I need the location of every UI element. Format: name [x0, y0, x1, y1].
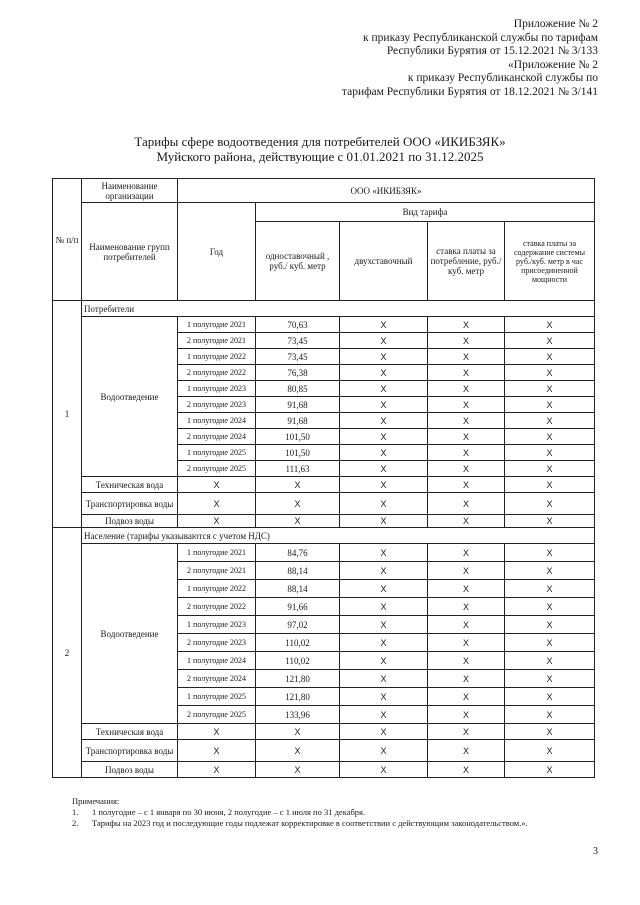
- rate-cell: X: [256, 477, 340, 493]
- double-rate-cell: X: [340, 634, 428, 652]
- rate-cell: X: [428, 515, 505, 528]
- period-cell: X: [178, 477, 256, 493]
- header-line: к приказу Республиканской службы по: [407, 72, 598, 84]
- appendix-header: [342, 18, 598, 99]
- section-heading-row: [53, 528, 595, 544]
- consumption-rate-cell: X: [428, 544, 505, 562]
- consumption-rate-cell: X: [428, 381, 505, 397]
- period-cell: 2 полугодие 2024: [178, 429, 256, 445]
- consumption-rate-cell: X: [428, 413, 505, 429]
- period-cell: X: [178, 724, 256, 740]
- period-cell: X: [178, 493, 256, 515]
- rate-cell: X: [505, 762, 595, 778]
- section-heading: Потребители: [82, 301, 595, 317]
- single-rate-cell: 88,14: [256, 562, 340, 580]
- single-rate-cell: 80,85: [256, 381, 340, 397]
- document-title: [0, 134, 640, 164]
- period-cell: 2 полугодие 2023: [178, 397, 256, 413]
- period-cell: 2 полугодие 2021: [178, 333, 256, 349]
- service-name: Транспортировка воды: [82, 493, 178, 515]
- col-header-double: двухставочный: [340, 222, 428, 301]
- single-rate-cell: 110,02: [256, 652, 340, 670]
- double-rate-cell: X: [340, 598, 428, 616]
- rate-cell: X: [428, 724, 505, 740]
- capacity-rate-cell: X: [505, 544, 595, 562]
- note-text: Тарифы на 2023 год и последующие годы подлежат корректировке в соответствии с действующим законодательством.».: [92, 818, 528, 828]
- period-cell: 2 полугодие 2022: [178, 598, 256, 616]
- col-header-single: одноставочный , руб./ куб. метр: [256, 222, 340, 301]
- table-row: [53, 544, 595, 562]
- period-cell: 1 полугодие 2025: [178, 688, 256, 706]
- capacity-rate-cell: X: [505, 706, 595, 724]
- double-rate-cell: X: [340, 397, 428, 413]
- consumption-rate-cell: X: [428, 688, 505, 706]
- period-cell: 2 полугодие 2025: [178, 706, 256, 724]
- capacity-rate-cell: X: [505, 349, 595, 365]
- note-text: 1 полугодие – с 1 января по 30 июня, 2 полугодие – с 1 июля по 31 декабря.: [92, 807, 366, 817]
- single-rate-cell: 101,50: [256, 445, 340, 461]
- double-rate-cell: X: [340, 381, 428, 397]
- header-line: Приложение № 2: [513, 18, 598, 30]
- rate-cell: X: [340, 724, 428, 740]
- period-cell: 1 полугодие 2024: [178, 652, 256, 670]
- table-row: [53, 317, 595, 333]
- double-rate-cell: X: [340, 544, 428, 562]
- section-heading-row: [53, 301, 595, 317]
- capacity-rate-cell: X: [505, 317, 595, 333]
- capacity-rate-cell: X: [505, 652, 595, 670]
- double-rate-cell: X: [340, 461, 428, 477]
- period-cell: 1 полугодие 2022: [178, 580, 256, 598]
- single-rate-cell: 97,02: [256, 616, 340, 634]
- rate-cell: X: [256, 762, 340, 778]
- table-row: [53, 515, 595, 528]
- col-header-year: Год: [178, 203, 256, 301]
- period-cell: 2 полугодие 2022: [178, 365, 256, 381]
- rate-cell: X: [505, 477, 595, 493]
- consumption-rate-cell: X: [428, 562, 505, 580]
- header-line: к приказу Республиканской службы по тарифам: [363, 31, 598, 44]
- consumption-rate-cell: X: [428, 580, 505, 598]
- period-cell: 2 полугодие 2023: [178, 634, 256, 652]
- period-cell: 2 полугодие 2025: [178, 461, 256, 477]
- capacity-rate-cell: X: [505, 688, 595, 706]
- service-name: Техническая вода: [82, 724, 178, 740]
- capacity-rate-cell: X: [505, 445, 595, 461]
- note-number: 1.: [72, 807, 79, 817]
- double-rate-cell: X: [340, 652, 428, 670]
- rate-cell: X: [256, 724, 340, 740]
- header-line: тарифам Республики Бурятия от 18.12.2021 № 3/141: [341, 85, 598, 98]
- col-header-num: № п/п: [53, 179, 82, 301]
- single-rate-cell: 121,80: [256, 688, 340, 706]
- rate-cell: X: [428, 493, 505, 515]
- capacity-rate-cell: X: [505, 562, 595, 580]
- table-row: [53, 493, 595, 515]
- notes-title: Примечания:: [72, 796, 120, 806]
- capacity-rate-cell: X: [505, 634, 595, 652]
- single-rate-cell: 88,14: [256, 580, 340, 598]
- consumption-rate-cell: X: [428, 429, 505, 445]
- double-rate-cell: X: [340, 580, 428, 598]
- note-item: [72, 818, 602, 829]
- single-rate-cell: 91,66: [256, 598, 340, 616]
- header-line: «Приложение № 2: [508, 58, 598, 71]
- consumption-rate-cell: X: [428, 652, 505, 670]
- double-rate-cell: X: [340, 429, 428, 445]
- rate-cell: X: [256, 740, 340, 762]
- double-rate-cell: X: [340, 616, 428, 634]
- capacity-rate-cell: X: [505, 670, 595, 688]
- capacity-rate-cell: X: [505, 580, 595, 598]
- table-row: [53, 762, 595, 778]
- rate-cell: X: [256, 493, 340, 515]
- consumption-rate-cell: X: [428, 317, 505, 333]
- service-name: Подвоз воды: [82, 762, 178, 778]
- service-name: Подвоз воды: [82, 515, 178, 528]
- service-name: Техническая вода: [82, 477, 178, 493]
- rate-cell: X: [505, 740, 595, 762]
- period-cell: 2 полугодие 2021: [178, 562, 256, 580]
- notes: [72, 796, 602, 829]
- double-rate-cell: X: [340, 333, 428, 349]
- rate-cell: X: [505, 493, 595, 515]
- period-cell: 1 полугодие 2025: [178, 445, 256, 461]
- capacity-rate-cell: X: [505, 333, 595, 349]
- table-row: [53, 740, 595, 762]
- capacity-rate-cell: X: [505, 461, 595, 477]
- org-name: ООО «ИКИБЗЯК»: [178, 179, 595, 203]
- single-rate-cell: 73,45: [256, 349, 340, 365]
- consumption-rate-cell: X: [428, 349, 505, 365]
- rate-cell: X: [340, 515, 428, 528]
- period-cell: X: [178, 515, 256, 528]
- note-item: [72, 807, 602, 818]
- col-header-groups: Наименование групп потребителей: [82, 203, 178, 301]
- double-rate-cell: X: [340, 365, 428, 381]
- note-number: 2.: [72, 818, 79, 828]
- consumption-rate-cell: X: [428, 445, 505, 461]
- single-rate-cell: 84,76: [256, 544, 340, 562]
- consumption-rate-cell: X: [428, 333, 505, 349]
- single-rate-cell: 91,68: [256, 397, 340, 413]
- consumption-rate-cell: X: [428, 461, 505, 477]
- period-cell: X: [178, 740, 256, 762]
- double-rate-cell: X: [340, 413, 428, 429]
- capacity-rate-cell: X: [505, 429, 595, 445]
- single-rate-cell: 101,50: [256, 429, 340, 445]
- col-header-consumption: ставка платы за потребление, руб./ куб. метр: [428, 222, 505, 301]
- capacity-rate-cell: X: [505, 397, 595, 413]
- rate-cell: X: [340, 493, 428, 515]
- service-name: Транспортировка воды: [82, 740, 178, 762]
- consumption-rate-cell: X: [428, 706, 505, 724]
- period-cell: 1 полугодие 2023: [178, 616, 256, 634]
- rate-cell: X: [428, 477, 505, 493]
- rate-cell: X: [256, 515, 340, 528]
- consumption-rate-cell: X: [428, 598, 505, 616]
- period-cell: 1 полугодие 2022: [178, 349, 256, 365]
- col-header-capacity: ставка платы за содержание системы руб./куб. метр в час присоединенной мощности: [505, 222, 595, 301]
- single-rate-cell: 76,38: [256, 365, 340, 381]
- col-header-tariff-type: Вид тарифа: [256, 203, 595, 222]
- double-rate-cell: X: [340, 445, 428, 461]
- single-rate-cell: 133,96: [256, 706, 340, 724]
- title-line-2: Муйского района, действующие с 01.01.2021 по 31.12.2025: [156, 149, 484, 164]
- table-row: [53, 477, 595, 493]
- title-line-1: Тарифы сфере водоотведения для потребителей ООО «ИКИБЗЯК»: [134, 134, 506, 149]
- single-rate-cell: 111,63: [256, 461, 340, 477]
- period-cell: 1 полугодие 2023: [178, 381, 256, 397]
- double-rate-cell: X: [340, 688, 428, 706]
- single-rate-cell: 73,45: [256, 333, 340, 349]
- capacity-rate-cell: X: [505, 381, 595, 397]
- rate-cell: X: [505, 515, 595, 528]
- col-header-org: Наименование организации: [82, 179, 178, 203]
- tariff-table: [52, 178, 595, 778]
- period-cell: 1 полугодие 2021: [178, 317, 256, 333]
- single-rate-cell: 91,68: [256, 413, 340, 429]
- table-row: [53, 724, 595, 740]
- group-name: Водоотведение: [82, 544, 178, 724]
- rate-cell: X: [428, 740, 505, 762]
- single-rate-cell: 110,02: [256, 634, 340, 652]
- group-name: Водоотведение: [82, 317, 178, 477]
- period-cell: 1 полугодие 2024: [178, 413, 256, 429]
- rate-cell: X: [340, 477, 428, 493]
- section-heading: Население (тарифы указываются с учетом НДС): [82, 528, 595, 544]
- double-rate-cell: X: [340, 562, 428, 580]
- consumption-rate-cell: X: [428, 397, 505, 413]
- capacity-rate-cell: X: [505, 598, 595, 616]
- single-rate-cell: 121,80: [256, 670, 340, 688]
- section-number: 1: [53, 301, 82, 528]
- capacity-rate-cell: X: [505, 413, 595, 429]
- rate-cell: X: [340, 740, 428, 762]
- period-cell: 2 полугодие 2024: [178, 670, 256, 688]
- page-number: 3: [593, 846, 598, 857]
- period-cell: X: [178, 762, 256, 778]
- period-cell: 1 полугодие 2021: [178, 544, 256, 562]
- double-rate-cell: X: [340, 317, 428, 333]
- capacity-rate-cell: X: [505, 365, 595, 381]
- consumption-rate-cell: X: [428, 365, 505, 381]
- consumption-rate-cell: X: [428, 616, 505, 634]
- rate-cell: X: [428, 762, 505, 778]
- section-number: 2: [53, 528, 82, 778]
- double-rate-cell: X: [340, 670, 428, 688]
- double-rate-cell: X: [340, 706, 428, 724]
- double-rate-cell: X: [340, 349, 428, 365]
- consumption-rate-cell: X: [428, 634, 505, 652]
- consumption-rate-cell: X: [428, 670, 505, 688]
- rate-cell: X: [505, 724, 595, 740]
- single-rate-cell: 70,63: [256, 317, 340, 333]
- header-line: Республики Бурятия от 15.12.2021 № 3/133: [386, 45, 598, 57]
- capacity-rate-cell: X: [505, 616, 595, 634]
- rate-cell: X: [340, 762, 428, 778]
